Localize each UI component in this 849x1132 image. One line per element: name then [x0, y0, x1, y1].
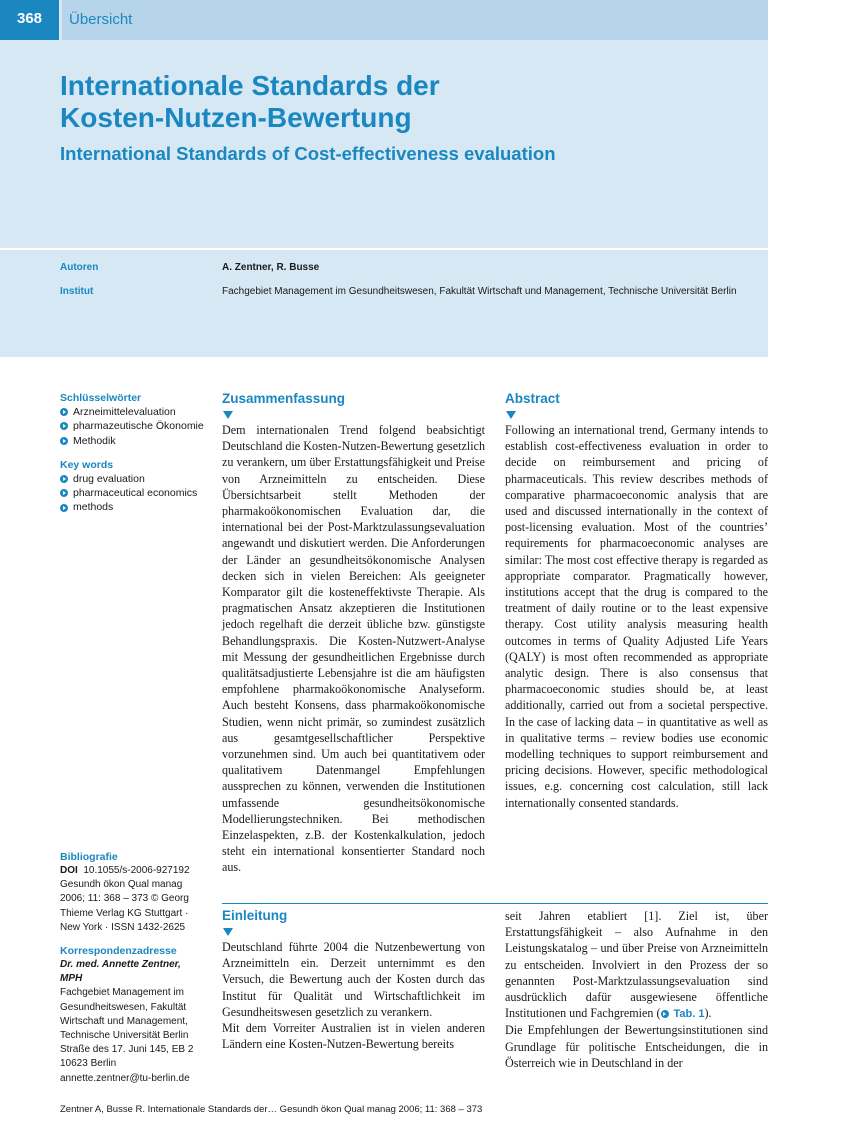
keyword-item: pharmazeutische Ökonomie — [60, 419, 210, 433]
triangle-down-icon — [223, 928, 233, 936]
correspondence-name: Dr. med. Annette Zentner, — [60, 959, 181, 971]
keywords-sidebar — [60, 391, 210, 525]
keywords-en-list — [60, 472, 210, 515]
table-1-reference[interactable]: Tab. 1 — [661, 1008, 705, 1020]
title-line-1: Internationale Standards der — [60, 70, 440, 101]
arrow-bullet-icon — [60, 408, 68, 416]
einleitung-divider — [222, 903, 768, 904]
keyword-item: Arzneimittelevaluation — [60, 405, 210, 419]
einleitung-heading: Einleitung — [222, 908, 288, 923]
einleitung-section — [222, 908, 485, 1052]
abstract-text: Following an international trend, Germany intends to establish cost-effectiveness evaluation in order to decide on reimbursement and pricing of pharmaceuticals. This review describes methods of comparative pharmacoeconomic analysis that are used and discussed internationally in the context of post-licensing evaluation. Most of the countries’ requirements for pharmacoeconomic analyses are similar: The most cost effective therapy is regarded as appropriate comparator. Pragmatically however, institutions accept that the drug is compared to the treatment of daily routine or to the least expensive therapy. Cost utility analysis measuring health outcomes in terms of Quality Adjusted Life Years (QALY) is most often recommended as appropriate analytic design. There is also consensus that pharmacoeconomic studies should be, at least additionally, carried out from a societal perspective. In the case of lacking data – in quantitative as well as in qualitative terms – review bodies use economic modelling techniques to support reimbursement and pricing decisions. However, specific methodological issues, e.g. concerning cost calculation, still lack internationally consented standards. — [505, 423, 768, 810]
keyword-item: methods — [60, 500, 210, 514]
keyword-item: Methodik — [60, 434, 210, 448]
einleitung-column-2 — [505, 908, 768, 1071]
keyword-item: pharmaceutical economics — [60, 486, 210, 500]
keywords-de-label: Schlüsselwörter — [60, 392, 142, 404]
doi: 10.1055/s-2006-927192 — [83, 865, 190, 876]
zusammenfassung-section — [222, 391, 485, 876]
zusammenfassung-heading: Zusammenfassung — [222, 391, 346, 406]
bibliography-label: Bibliografie — [60, 851, 118, 863]
header-band — [0, 0, 768, 357]
page-number: 368 — [16, 10, 43, 27]
bibliography-block: Bibliografie DOI 10.1055/s-2006-927192 Gesundh ökon Qual manag 2006; 11: 368 – 373 © Georg Thieme Verlag KG Stuttgart · New York · ISSN 1432-2625 Korrespondenzadresse Dr. med. Annette Zentner, MPH Fachgebiet Management im Gesundheitswesen, Fakultät Wirtschaft und Management, Technische Universität Berlin Straße des 17. Juni 145, EB 2 10623 Berlin annette.zentner@tu-berlin.de — [60, 850, 210, 1086]
doi-line: DOI 10.1055/s-2006-927192 — [60, 865, 190, 876]
section-label: Übersicht — [69, 11, 133, 28]
correspondence-email[interactable]: annette.zentner@tu-berlin.de — [60, 1072, 190, 1084]
article-title — [60, 70, 760, 134]
meta-divider — [0, 248, 768, 250]
arrow-bullet-icon — [661, 1010, 669, 1018]
authors-label: Autoren — [60, 262, 99, 273]
einleitung-continued-para-2: Die Empfehlungen der Bewertungsinstitutionen sind Grundlage für politische Entscheidungen, die in Österreich wie in Deutschland in der — [505, 1023, 768, 1070]
keywords-en-label: Key words — [60, 458, 114, 471]
arrow-bullet-icon — [60, 504, 68, 512]
einleitung-para-2: Mit dem Vorreiter Australien ist in vielen anderen Ländern eine Kosten-Nutzen-Bewertung bereits — [222, 1021, 485, 1052]
keywords-de-list — [60, 405, 210, 448]
einleitung-continued: seit Jahren etabliert [1]. Ziel ist, über Erstattungsfähigkeit – also Aufnahme in den Leistungskatalog – und über Preise von Arzneimitteln zu entscheiden. Involviert in den Prozess der so genannten Post-Marktzulassungsevaluation sind ausdrücklich dafür ausgewiesene öffentliche Institutionen und Fachgremien ( Tab. 1). — [505, 909, 768, 1021]
article-subtitle: International Standards of Cost-effectiveness evaluation — [60, 143, 556, 164]
einleitung-para-1: Deutschland führte 2004 die Nutzenbewertung von Arzneimitteln ein. Derzeit unternimmt es den Versuch, die Bewertung auch der Kosten durch das Institut für Qualität und Wirtschaftlichkeit im Gesundheitswesen gesetzlich zu verankern. — [222, 940, 485, 1019]
institute-label: Institut — [60, 286, 94, 297]
triangle-down-icon — [506, 411, 516, 419]
keyword-item: drug evaluation — [60, 472, 210, 486]
arrow-bullet-icon — [60, 437, 68, 445]
authors: A. Zentner, R. Busse — [222, 262, 320, 273]
section-tab — [62, 0, 768, 40]
abstract-heading: Abstract — [505, 391, 560, 406]
page-footer-citation: Zentner A, Busse R. Internationale Standards der… Gesundh ökon Qual manag 2006; 11: 368 – 373 — [60, 1104, 483, 1115]
correspondence-label: Korrespondenzadresse — [60, 945, 177, 958]
arrow-bullet-icon — [60, 422, 68, 430]
institute: Fachgebiet Management im Gesundheitswesen, Fakultät Wirtschaft und Management, Technische Universität Berlin — [222, 286, 737, 297]
zusammenfassung-text: Dem internationalen Trend folgend beabsichtigt Deutschland die Kosten-Nutzen-Bewertung gesetzlich zu verankern, um über Erstattungsfähigkeit und Preise von Arzneimitteln zu entscheiden. Diese Übersichtsarbeit stellt Methoden der pharmakoökonomischen Evaluation dar, die international bei der Post-Marktzulassungsevaluation angewandt und diskutiert werden. Die Anforderungen der Länder an gesundheitsökonomische Analysen decken sich in vielen Bereichen: Als geeigneter Komparator gilt die kosteneffektivste Therapie. Als pragmatischen Ansatz akzeptieren die Institutionen jedoch regelhaft die derzeit übliche bzw. günstigste Behandlungspraxis. Die Kosten-Nutzwert-Analyse mit Messung der gesundheitlichen Ergebnisse durch qualitätsadjustierte Lebensjahre ist die am häufigsten empfohlene pharmakoökonomische Analyseform. Auch besteht Konsens, dass pharmakoökonomische Studien, wenn nicht primär, so zumindest zusätzlich aus gesamtgesellschaftlicher Perspektive vorzunehmen sind. Um auch bei quantitativem oder qualitativem Datenmangel Empfehlungen aussprechen zu können, verwenden die Institutionen umfassende gesundheitsökonomische Modellierungstechniken. Bei methodischen Einzelaspekten, z.B. der Kostenkalkulation, jedoch steht ein international konsentierter Standard noch aus. — [222, 423, 485, 875]
abstract-section — [505, 391, 768, 811]
arrow-bullet-icon — [60, 489, 68, 497]
title-line-2: Kosten-Nutzen-Bewertung — [60, 102, 412, 133]
arrow-bullet-icon — [60, 475, 68, 483]
triangle-down-icon — [223, 411, 233, 419]
